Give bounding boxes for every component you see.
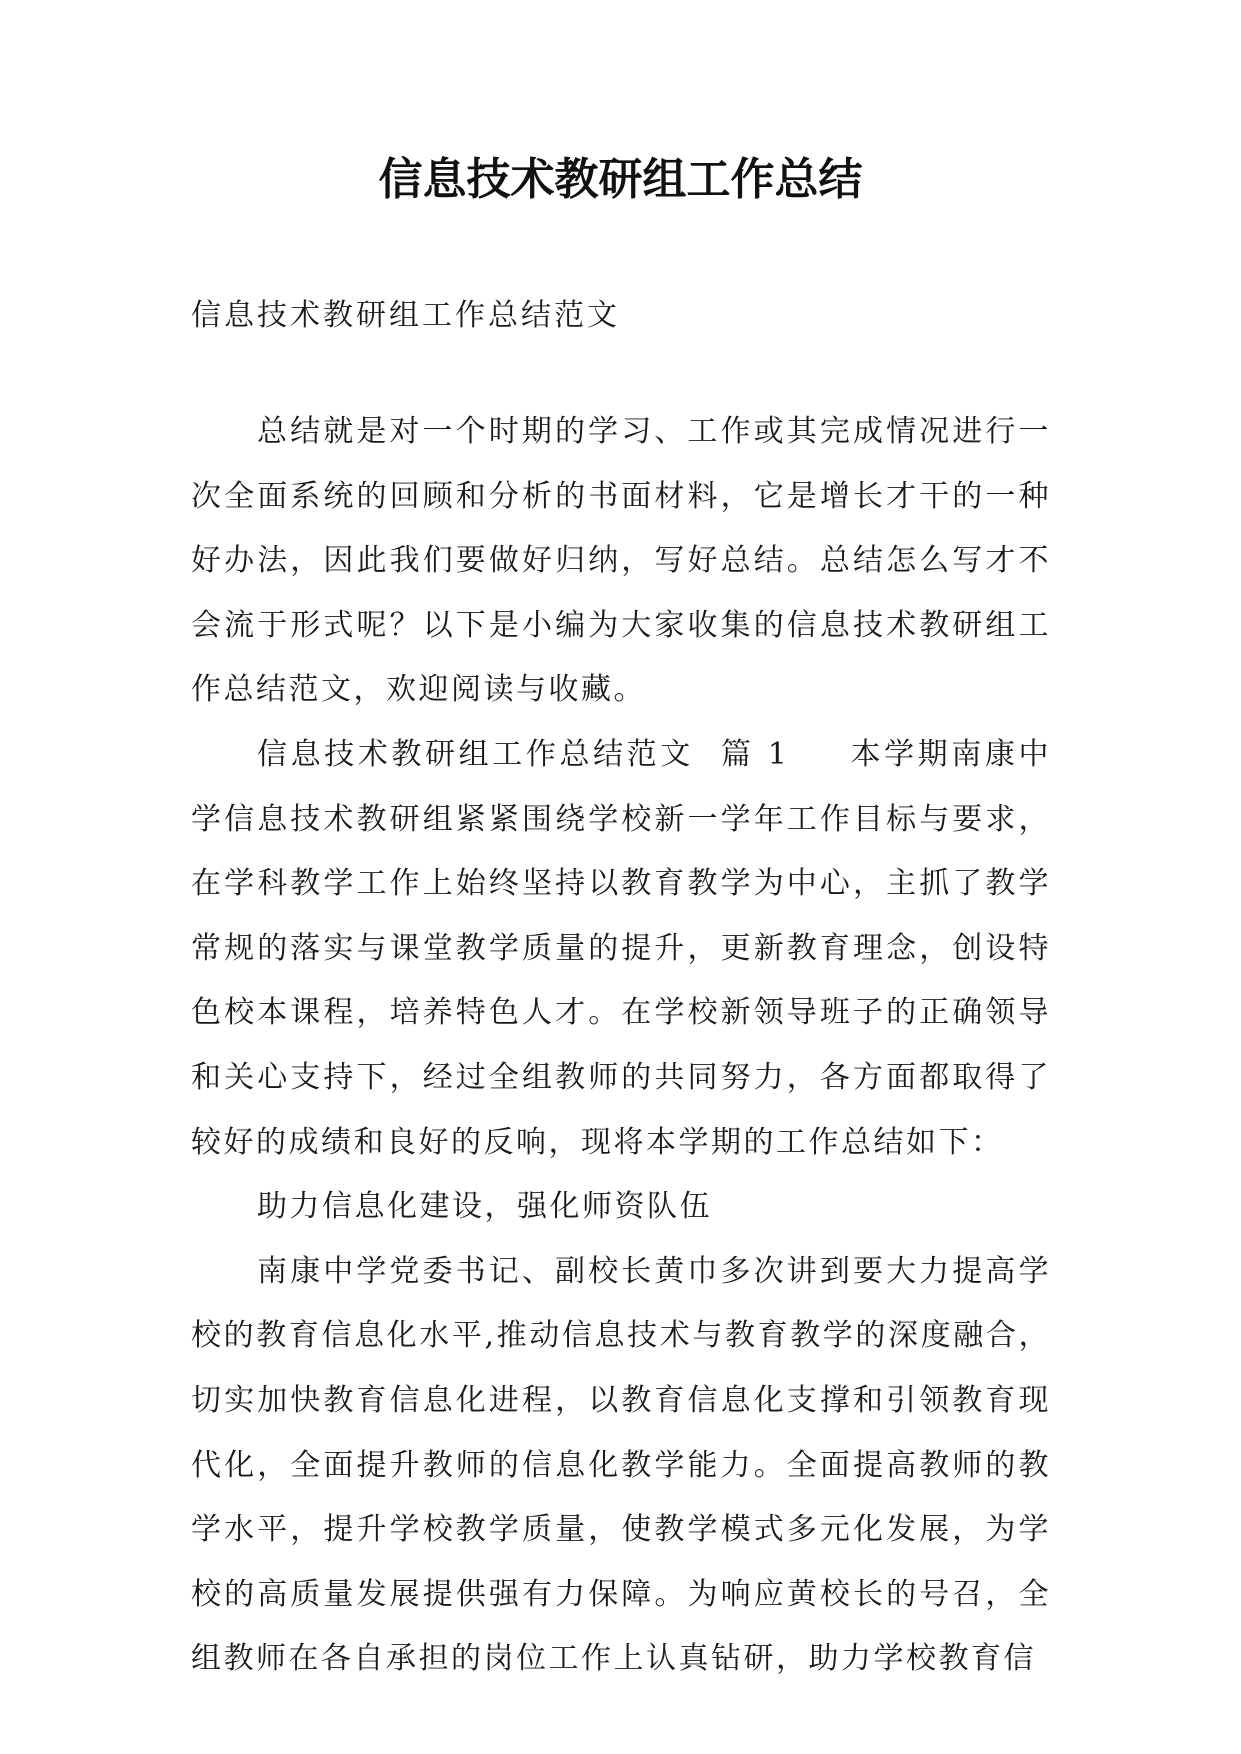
section-subheading: 助力信息化建设，强化师资队伍 [257,1189,712,1225]
intro-paragraph: 总结就是对一个时期的学习、工作或其完成情况进行一次全面系统的回顾和分析的书面材料，它是增长才干的一种好办法，因此我们要做好归纳，写好总结。总结怎么写才不会流于形式呢？以下是小编为大家收集的信息技术教研组工作总结范文，欢迎阅读与收藏。 [191,414,1051,708]
section-label: 篇 1 [719,736,790,772]
section-text: 本学期南康中学信息技术教研组紧紧围绕学校新一学年工作目标与要求，在学科教学工作上始终坚持以教育教学为中心，主抓了教学常规的落实与课堂教学质量的提升，更新教育理念，创设特色校本课程，培养特色人才。在学校新领导班子的正确领导和关心支持下，经过全组教师的共同努力，各方面都取得了较好的成绩和良好的反响，现将本学期的工作总结如下： [191,736,1052,1160]
body-paragraph: 南康中学党委书记、副校长黄巾多次讲到要大力提高学校的教育信息化水平,推动信息技术与教育教学的深度融合，切实加快教育信息化进程，以教育信息化支撑和引领教育现代化，全面提升教师的信息化教学能力。全面提高教师的教学水平，提升学校教学质量，使教学模式多元化发展，为学校的高质量发展提供强有力保障。为响应黄校长的号召，全组教师在各自承担的岗位工作上认真钻研，助力学校教育信 [191,1253,1051,1677]
section-heading: 信息技术教研组工作总结范文 [257,736,694,772]
document-title: 信息技术教研组工作总结 [378,154,863,205]
document-body [191,400,1051,1692]
document-subtitle: 信息技术教研组工作总结范文 [191,298,620,333]
section-paragraph [191,723,1051,1175]
